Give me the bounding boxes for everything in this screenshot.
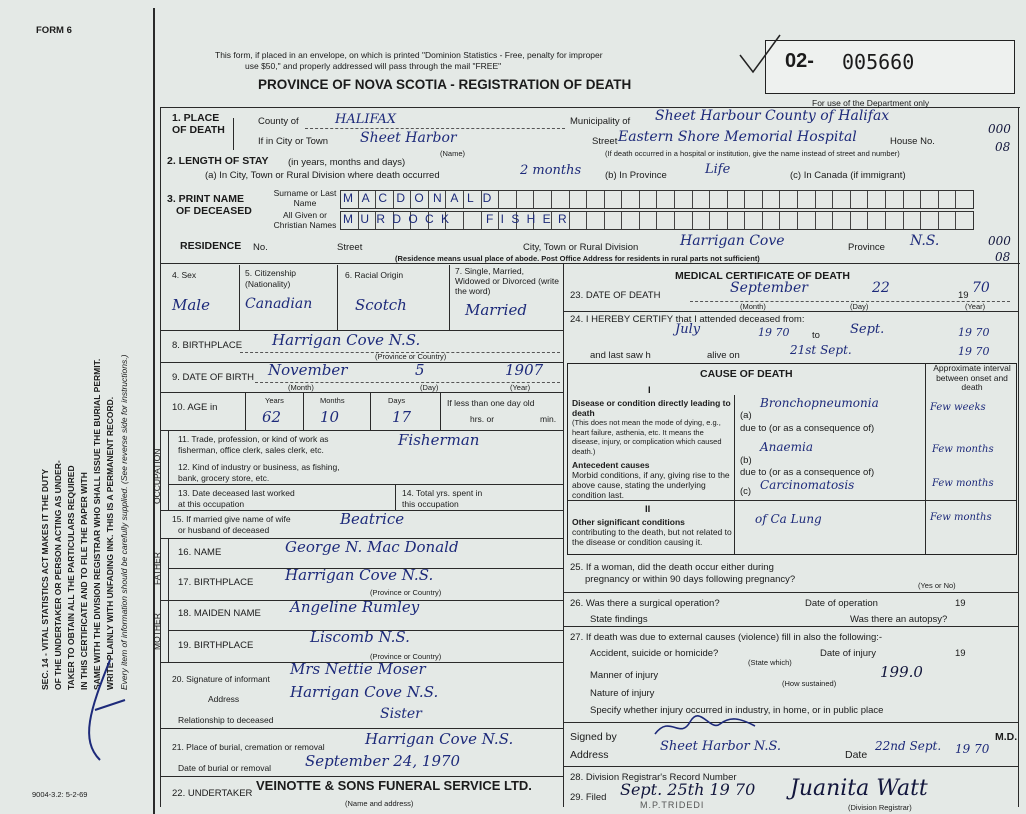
mother-birthplace-sub: (Province or Country) (370, 652, 442, 661)
attended-to-label: to (812, 330, 820, 341)
county-line (305, 128, 565, 129)
dob-year: 1907 (505, 361, 544, 379)
burial-place-value: Harrigan Cove N.S. (365, 730, 514, 748)
attended-from: July (675, 322, 701, 337)
industry-label-1: 12. Kind of industry or business, as fishing, (178, 462, 340, 472)
dob-day-sub: (Day) (420, 383, 439, 392)
age-label: 10. AGE in (172, 402, 218, 413)
cause-b-label: (b) (740, 455, 752, 466)
house-label: House No. (890, 136, 935, 147)
stay-canada-label: (c) In Canada (if immigrant) (790, 170, 906, 181)
age-months-value: 10 (320, 408, 340, 426)
dob-day: 5 (415, 361, 425, 379)
autopsy-label: Was there an autopsy? (850, 614, 948, 625)
county-value: HALIFAX (335, 112, 397, 127)
q27-row-rule (564, 722, 1019, 723)
death-date-label: 23. DATE OF DEATH (570, 290, 661, 301)
last-worked-label-1: 13. Date deceased last worked (178, 488, 295, 498)
father-side-rule (168, 538, 169, 600)
age-row-rule (160, 430, 564, 431)
other-note: contributing to the death, but not related to the disease or condition causing it. (572, 527, 732, 547)
informant-name: Mrs Nettie Moser (290, 660, 426, 678)
municipality-label: Municipality of (570, 116, 631, 127)
father-birthplace-sub: (Province or Country) (370, 588, 442, 597)
surname-label: Surname or Last Name (273, 188, 337, 208)
spouse-label-2: or husband of deceased (178, 525, 270, 535)
frame-right-rule (1018, 107, 1019, 807)
death-month-sub: (Month) (740, 302, 766, 311)
alive-on-year: 19 70 (958, 345, 990, 358)
other-value: of Ca Lung (755, 512, 822, 526)
cause-part-1: I (648, 385, 651, 396)
stay-province-value: Life (705, 162, 731, 177)
residence-note: (Residence means usual place of abode. Post Office Address for residents in rural parts not sufficient) (395, 254, 760, 263)
sex-label: 4. Sex (172, 270, 197, 280)
age-days-label: Days (388, 396, 406, 405)
interval-col-rule (925, 363, 926, 554)
envelope-note-1: This form, if placed in an envelope, on which is printed "Dominion Statistics - Free, penalty for improper (215, 50, 603, 60)
dept-use-label: For use of the Department only (812, 98, 930, 108)
cause-part-divider (568, 500, 1016, 501)
other-label: Other significant conditions (572, 517, 685, 527)
stay-province-label: (b) In Province (605, 170, 667, 181)
birthplace-label: 8. BIRTHPLACE (172, 340, 243, 351)
attended-to-year: 19 70 (958, 326, 990, 339)
city-label: If in City or Town (258, 136, 329, 147)
q25-sub: (Yes or No) (918, 581, 956, 590)
racial-value: Scotch (355, 296, 407, 314)
registrar-signature: Juanita Watt (790, 776, 928, 801)
min-label: min. (540, 414, 557, 424)
burial-place-label: 21. Place of burial, cremation or removal (172, 742, 325, 752)
residence-division-label: City, Town or Rural Division (523, 242, 639, 253)
op-year: 19 (955, 598, 966, 609)
disease-note: (This does not mean the mode of dying, e.g., heart failure, asthenia, etc. It means the disease, injury, or complication which caused death.) (572, 418, 722, 456)
alive-on-value: 21st Sept. (790, 343, 852, 357)
cause-a-value: Bronchopneumonia (760, 396, 879, 410)
mother-side-rule (168, 600, 169, 662)
racial-label: 6. Racial Origin (345, 270, 404, 280)
filed-label: 29. Filed (570, 792, 607, 803)
mother-birthplace-label: 19. BIRTHPLACE (178, 640, 254, 651)
registrar-label: (Division Registrar) (848, 803, 912, 812)
how-sustained-label: (How sustained) (782, 679, 837, 688)
age-months-label: Months (320, 396, 345, 405)
injury-year: 19 (955, 648, 966, 659)
signature-date: 22nd Sept. (875, 739, 942, 753)
death-date-month: September (730, 280, 808, 296)
occupation-side-rule (168, 430, 169, 510)
cause-b-interval: Few months (932, 444, 994, 455)
age-days-value: 17 (392, 408, 412, 426)
burial-date-value: September 24, 1970 (305, 752, 461, 770)
cause-b-value: Anaemia (760, 440, 814, 454)
trade-label-1: 11. Trade, profession, or kind of work as (178, 434, 329, 444)
cause-label-col-rule (734, 395, 735, 554)
birthplace-row-rule (160, 362, 564, 363)
registration-number: 005660 (842, 50, 915, 74)
cause-a-interval: Few weeks (930, 402, 986, 413)
sidebar-line-7: Every item of information should be carefully supplied. (See reverse side for instructions.) (119, 354, 129, 690)
death-date-year: 70 (972, 280, 990, 296)
trade-label-2: fisherman, office clerk, sales clerk, etc. (178, 445, 324, 455)
center-divider (563, 263, 564, 807)
city-name-sublabel: (Name) (440, 149, 466, 158)
stay-city-value: 2 months (520, 163, 582, 178)
signature-row-rule (564, 766, 1019, 767)
dob-row-rule (160, 392, 564, 393)
physician-signature (650, 712, 760, 742)
father-side-label: FATHER (152, 552, 162, 585)
cause-title: CAUSE OF DEATH (700, 368, 793, 380)
mother-side-label: MOTHER (152, 613, 162, 650)
print-name-label-1: 3. PRINT NAME (167, 193, 245, 205)
death-date-day: 22 (872, 280, 890, 296)
age-years-label: Years (265, 396, 284, 405)
filed-value: Sept. 25th 19 70 (620, 780, 756, 799)
print-code: 9004-3.2: 5-2-69 (32, 790, 88, 799)
last-saw-label: and last saw h (590, 350, 651, 361)
given-name-label: All Given or Christian Names (273, 210, 337, 230)
cause-c-label: (c) (740, 486, 752, 497)
birthplace-sub: (Province or Country) (375, 352, 447, 361)
sidebar-signature-scribble (70, 650, 130, 770)
signature-address: Sheet Harbor N.S. (660, 739, 782, 754)
check-mark (735, 30, 785, 80)
dob-month: November (268, 361, 348, 379)
print-name-label-2: OF DECEASED (176, 205, 252, 217)
relationship-label: Relationship to deceased (178, 715, 274, 725)
place-of-death-label: 1. PLACE OF DEATH (172, 112, 225, 136)
municipality-value: Sheet Harbour County of Halifax (655, 108, 890, 124)
given-name-1: M U R D O C K (343, 212, 452, 226)
manner-value: 199.0 (880, 663, 923, 681)
undertaker-sub: (Name and address) (345, 799, 414, 808)
q26-row-rule (564, 626, 1019, 627)
sidebar-line-6: WRITE PLAINLY WITH UNFADING INK. THIS IS A PERMANENT RECORD. (105, 396, 115, 690)
antecedent-label: Antecedent causes (572, 460, 650, 470)
sex-col-rule (239, 265, 240, 330)
q26-label: 26. Was there a surgical operation? (570, 598, 720, 609)
father-birthplace-value: Harrigan Cove N.S. (285, 566, 434, 584)
left-margin-rule (153, 8, 155, 814)
personal-section-rule (160, 263, 1020, 264)
sidebar-line-5: SAME WITH THE DIVISION REGISTRAR WHO SHALL ISSUE THE BURIAL PERMIT. (92, 358, 102, 690)
last-worked-label-2: at this occupation (178, 499, 245, 509)
disease-label: Disease or condition directly leading to death (572, 398, 731, 418)
birthplace-value: Harrigan Cove N.S. (272, 331, 421, 349)
dob-label: 9. DATE OF BIRTH (172, 372, 254, 383)
specify-label: Specify whether injury occurred in industry, in home, or in public place (590, 705, 884, 716)
death-day-sub: (Day) (850, 302, 869, 311)
dob-month-sub: (Month) (288, 383, 314, 392)
attended-from-year: 19 70 (758, 326, 790, 339)
q27-label: 27. If death was due to external causes (violence) fill in also the following:- (570, 632, 883, 643)
dob-year-sub: (Year) (510, 383, 531, 392)
residence-division-value: Harrigan Cove (680, 233, 785, 249)
manner-label: Manner of injury (590, 670, 659, 681)
q25-line-2: pregnancy or within 90 days following pregnancy? (585, 574, 796, 585)
sidebar-line-3: TAKER TO OBTAIN ALL THE PARTICULARS REQUIRED (66, 465, 76, 690)
informant-address-label: Address (208, 694, 240, 704)
street-label: Street (592, 136, 618, 147)
certify-label: 24. I HEREBY CERTIFY that I attended deceased from: (570, 314, 805, 325)
spouse-label-1: 15. If married give name of wife (172, 514, 291, 524)
accident-label: Accident, suicide or homicide? (590, 648, 719, 659)
city-value: Sheet Harbor (360, 130, 457, 146)
signed-by-label: Signed by (570, 731, 617, 743)
mother-maiden-value: Angeline Rumley (290, 598, 420, 616)
length-of-stay-sub: (in years, months and days) (288, 157, 406, 168)
trade-value: Fisherman (398, 431, 480, 449)
informant-address: Harrigan Cove N.S. (290, 683, 439, 701)
findings-label: State findings (590, 614, 648, 625)
citizenship-value: Canadian (245, 296, 313, 312)
residence-label: RESIDENCE (180, 240, 242, 252)
residence-code-2: 08 (995, 250, 1011, 264)
place-code-1: 000 (988, 122, 1011, 136)
form-title: PROVINCE OF NOVA SCOTIA - REGISTRATION OF DEATH (258, 77, 632, 92)
age-col-rule-4 (440, 393, 441, 430)
citizenship-col-rule (337, 265, 338, 330)
record-number-label: 28. Division Registrar's Record Number (570, 772, 737, 783)
filed-stamp: M.P.TRIDEDI (640, 800, 705, 810)
marital-value: Married (465, 301, 527, 319)
sidebar-line-1: SEC. 14 - VITAL STATISTICS ACT MAKES IT THE DUTY (40, 468, 50, 690)
signature-address-label: Address (570, 749, 609, 761)
injury-date-label: Date of injury (820, 648, 876, 659)
q25-row-rule (564, 592, 1019, 593)
undertaker-value: VEINOTTE & SONS FUNERAL SERVICE LTD. (256, 778, 532, 793)
age-years-value: 62 (262, 408, 282, 426)
occupation-side-label: OCCUPATION (152, 448, 162, 504)
less-than-day-label: If less than one day old (447, 398, 535, 408)
undertaker-label: 22. UNDERTAKER (172, 788, 253, 799)
stay-city-label: (a) In City, Town or Rural Division where death occurred (205, 170, 440, 181)
residence-code-1: 000 (988, 234, 1011, 248)
father-name-label: 16. NAME (178, 547, 222, 558)
hrs-label: hrs. or (470, 414, 495, 424)
signature-date-label: Date (845, 749, 868, 761)
medical-title: MEDICAL CERTIFICATE OF DEATH (675, 270, 850, 282)
total-years-label-2: this occupation (402, 499, 459, 509)
md-label: M.D. (995, 731, 1018, 743)
burial-row-rule (160, 776, 564, 777)
death-year-sub: (Year) (965, 302, 986, 311)
industry-row-rule (168, 484, 564, 485)
cause-a-due: due to (or as a consequence of) (740, 423, 875, 434)
cause-c-value: Carcinomatosis (760, 478, 855, 492)
death-date-year-prefix: 19 (958, 290, 969, 301)
street-value: Eastern Shore Memorial Hospital (618, 129, 857, 145)
citizenship-label: 5. Citizenship (Nationality) (245, 268, 297, 289)
signature-date-year: 19 70 (955, 742, 990, 756)
registration-prefix: 02- (785, 50, 814, 72)
interval-label: Approximate interval between onset and death (933, 363, 1011, 392)
sidebar-line-2: OF THE UNDERTAKER OR PERSON ACTING AS UNDER- (53, 460, 63, 690)
death-date-row-rule (564, 311, 1019, 312)
sex-value: Male (172, 296, 210, 314)
residence-no-label: No. (253, 242, 268, 253)
residence-province-label: Province (848, 242, 885, 253)
hospital-note: (If death occurred in a hospital or institution, give the name instead of street and number) (605, 149, 900, 158)
cause-a-label: (a) (740, 410, 752, 421)
op-date-label: Date of operation (805, 598, 878, 609)
racial-col-rule (449, 265, 450, 330)
residence-street-label: Street (337, 242, 363, 253)
relationship-value: Sister (380, 706, 422, 722)
alive-on-label: alive on (707, 350, 740, 361)
sidebar-line-4: IN THIS CERTIFICATE AND TO FILE THE PAPER WITH (79, 472, 89, 690)
form-number: FORM 6 (36, 25, 72, 36)
mother-birthplace-value: Liscomb N.S. (310, 628, 410, 646)
informant-label: 20. Signature of informant (172, 674, 270, 684)
length-of-stay-label: 2. LENGTH OF STAY (167, 155, 269, 167)
spouse-value: Beatrice (340, 510, 405, 528)
marital-label: 7. Single, Married, Widowed or Divorced (write the word) (455, 266, 559, 296)
age-col-rule-1 (245, 393, 246, 430)
state-which-label: (State which) (748, 658, 792, 667)
occupation-col-rule (395, 484, 396, 510)
mother-maiden-label: 18. MAIDEN NAME (178, 608, 261, 619)
brace-rule (233, 118, 234, 150)
father-birthplace-label: 17. BIRTHPLACE (178, 577, 254, 588)
cause-c-interval: Few months (932, 478, 994, 489)
age-col-rule-3 (370, 393, 371, 430)
surname-value: M A C D O N A L D (343, 191, 495, 205)
cause-b-due: due to (or as a consequence of) (740, 467, 875, 478)
envelope-note-2: use $50," and properly addressed will pass through the mail "FREE" (245, 61, 502, 71)
cause-part-2: II (645, 504, 651, 515)
county-label: County of (258, 116, 299, 127)
other-interval: Few months (930, 512, 992, 523)
total-years-label-1: 14. Total yrs. spent in (402, 488, 483, 498)
father-name-value: George N. Mac Donald (285, 538, 459, 556)
industry-label-2: bank, grocery store, etc. (178, 473, 270, 483)
given-name-2: F I S H E R (486, 212, 569, 226)
q25-line-1: 25. If a woman, did the death occur either during (570, 562, 774, 573)
burial-date-label: Date of burial or removal (178, 763, 272, 773)
nature-label: Nature of injury (590, 688, 655, 699)
age-col-rule-2 (303, 393, 304, 430)
residence-province-value: N.S. (910, 233, 940, 249)
place-code-2: 08 (995, 140, 1011, 154)
antecedent-note: Morbid conditions, if any, giving rise to the above cause, stating the underlying condition last. (572, 470, 730, 500)
attended-to: Sept. (850, 322, 885, 337)
informant-row-rule (160, 728, 564, 729)
